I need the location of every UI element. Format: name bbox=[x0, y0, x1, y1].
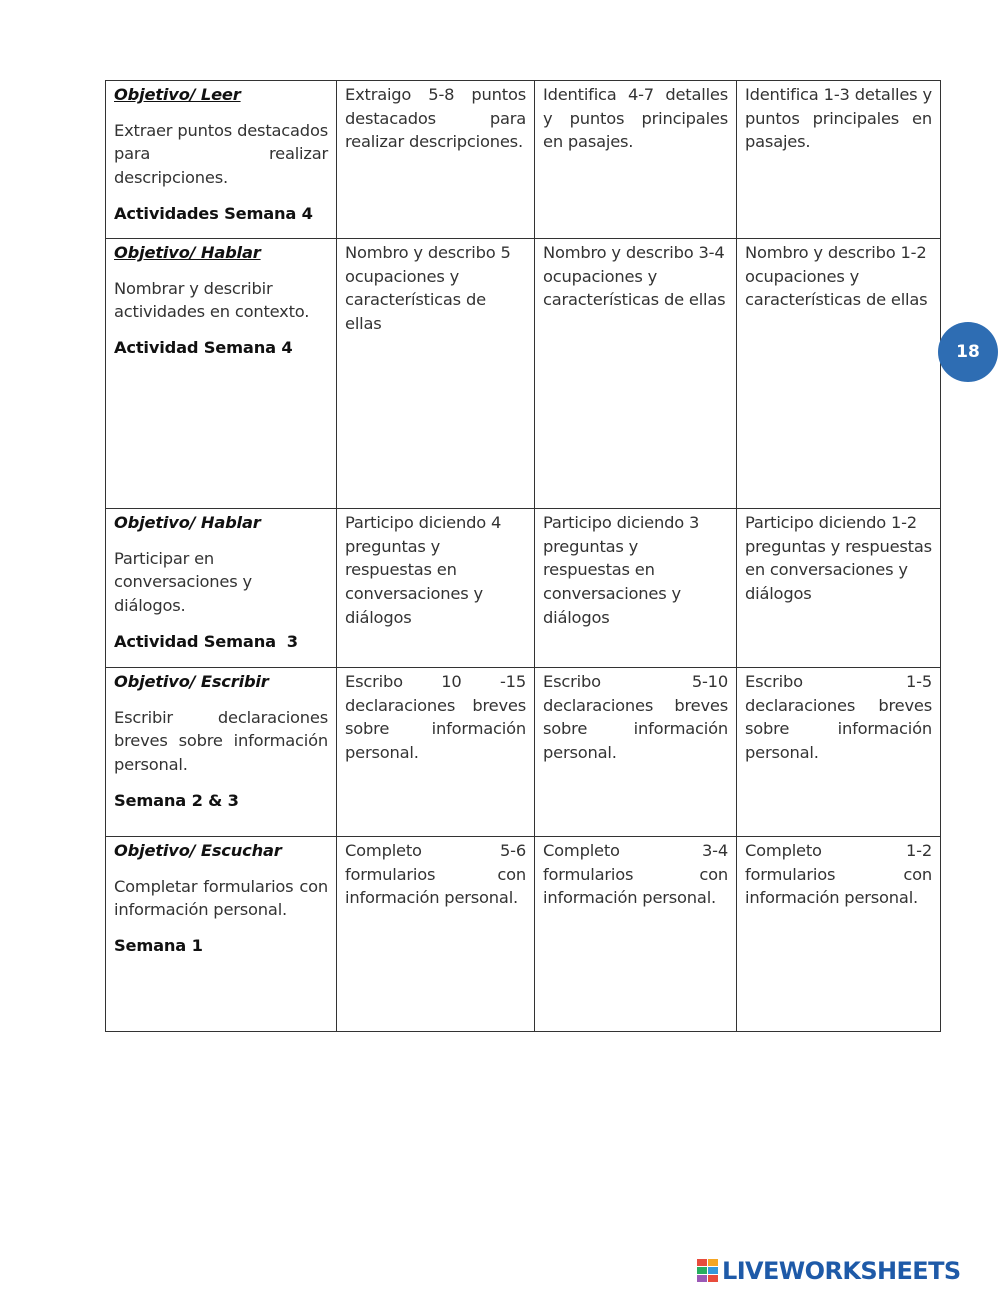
level-cell: Escribo 10 -15 declaraciones breves sobre información personal. bbox=[337, 668, 535, 837]
level-cell: Completo 1-2 formularios con información personal. bbox=[737, 837, 941, 1032]
page-number-badge bbox=[938, 322, 998, 382]
objective-cell bbox=[106, 509, 337, 668]
liveworksheets-logo-icon bbox=[697, 1259, 719, 1283]
level-cell: Identifica 4-7 detalles y puntos principales en pasajes. bbox=[535, 81, 737, 239]
table-row bbox=[106, 668, 941, 837]
activity-label: Actividad Semana 4 bbox=[114, 338, 293, 358]
activity-label: Semana 2 & 3 bbox=[114, 790, 239, 810]
brand-name: LIVEWORKSHEETS bbox=[722, 1257, 961, 1285]
level-cell: Nombro y describo 3-4 ocupaciones y características de ellas bbox=[535, 239, 737, 509]
rubric-table bbox=[105, 80, 941, 1032]
objective-description: Completar formularios con información personal. bbox=[114, 876, 328, 920]
level-cell: Escribo 5-10 declaraciones breves sobre información personal. bbox=[535, 668, 737, 837]
activity-label: Semana 1 bbox=[114, 936, 203, 956]
objective-cell bbox=[106, 837, 337, 1032]
brand-watermark bbox=[697, 1257, 961, 1285]
level-cell: Identifica 1-3 detalles y puntos principales en pasajes. bbox=[737, 81, 941, 239]
objective-description: Extraer puntos destacados para realizar descripciones. bbox=[114, 120, 328, 188]
table-row bbox=[106, 509, 941, 668]
objective-title: Objetivo/ Escribir bbox=[114, 672, 269, 691]
table-row bbox=[106, 239, 941, 509]
level-cell: Escribo 1-5 declaraciones breves sobre información personal. bbox=[737, 668, 941, 837]
level-cell: Participo diciendo 4 preguntas y respuestas en conversaciones y diálogos bbox=[337, 509, 535, 668]
objective-title: Objetivo/ Hablar bbox=[114, 513, 261, 532]
level-cell: Completo 3-4 formularios con información personal. bbox=[535, 837, 737, 1032]
objective-description: Nombrar y describir actividades en contexto. bbox=[114, 278, 310, 322]
table-row bbox=[106, 837, 941, 1032]
activity-label: Actividad Semana 3 bbox=[114, 631, 298, 651]
objective-title: Objetivo/ Hablar bbox=[114, 243, 261, 262]
table-row bbox=[106, 81, 941, 239]
level-cell: Participo diciendo 3 preguntas y respuestas en conversaciones y diálogos bbox=[535, 509, 737, 668]
objective-title: Objetivo/ Leer bbox=[114, 85, 241, 104]
objective-cell bbox=[106, 239, 337, 509]
level-cell: Nombro y describo 5 ocupaciones y características de ellas bbox=[337, 239, 535, 509]
objective-title: Objetivo/ Escuchar bbox=[114, 841, 282, 860]
level-cell: Participo diciendo 1-2 preguntas y respuestas en conversaciones y diálogos bbox=[737, 509, 941, 668]
level-cell: Extraigo 5-8 puntos destacados para realizar descripciones. bbox=[337, 81, 535, 239]
level-cell: Completo 5-6 formularios con información personal. bbox=[337, 837, 535, 1032]
level-cell: Nombro y describo 1-2 ocupaciones y características de ellas bbox=[737, 239, 941, 509]
objective-cell bbox=[106, 81, 337, 239]
objective-description: Escribir declaraciones breves sobre información personal. bbox=[114, 707, 328, 775]
activity-label: Actividades Semana 4 bbox=[114, 203, 313, 223]
objective-description: Participar en conversaciones y diálogos. bbox=[114, 548, 252, 616]
page-number: 18 bbox=[956, 342, 980, 362]
objective-cell bbox=[106, 668, 337, 837]
